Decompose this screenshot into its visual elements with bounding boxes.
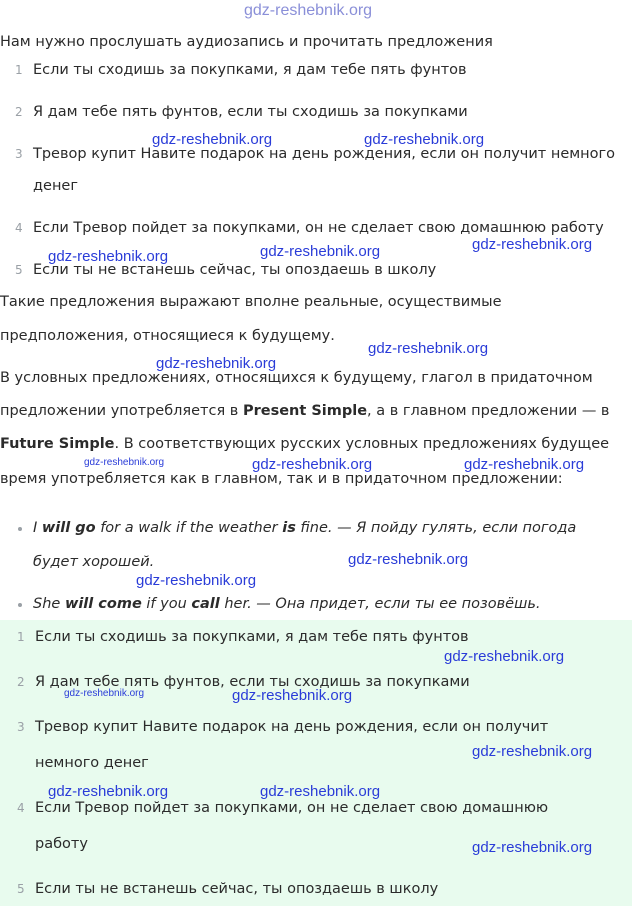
watermark: gdz-reshebnik.org [444,648,565,665]
watermark: gdz-reshebnik.org [156,355,277,372]
list2-item-4: Если Тревор пойдет за покупками, он не сделает свою домашнюю [35,800,549,816]
list1-number: 1 [15,63,23,77]
present-simple-term: Present Simple [242,403,368,419]
list2-item-5: Если ты не встанешь сейчас, ты опоздаешь в школу [35,881,439,897]
bullet-dot [18,603,22,607]
list1-number: 5 [15,263,23,277]
watermark: gdz-reshebnik.org [48,783,169,800]
watermark: gdz-reshebnik.org [260,783,381,800]
list1-item-3: Тревор купит Навите подарок на день рождения, если он получит немного [33,146,616,162]
list2-item-3-cont: немного денег [35,755,149,771]
watermark-small: gdz-reshebnik.org [64,688,145,699]
paragraph-1-line: предположения, относящиеся к будущему. [0,328,335,344]
text-run: . В соответствующих русских условных предложениях будущее [114,436,610,452]
watermark: gdz-reshebnik.org [260,243,381,260]
text-run: if you [141,596,192,612]
watermark: gdz-reshebnik.org [464,456,585,473]
watermark-small: gdz-reshebnik.org [84,457,165,468]
list1-number: 4 [15,221,23,235]
watermark: gdz-reshebnik.org [252,456,373,473]
paragraph-2-line: время употребляется как в главном, так и в придаточном предложении: [0,471,563,487]
list1-item-4: Если Тревор пойдет за покупками, он не сделает свою домашнюю работу [33,220,604,236]
example-1-cont: будет хорошей. [33,554,155,570]
watermark-top: gdz-reshebnik.org [244,2,373,19]
paragraph-2-line [0,401,609,421]
paragraph-1-line: Такие предложения выражают вполне реальные, осуществимые [0,294,502,310]
paragraph-2-line: В условных предложениях, относящихся к будущему, глагол в придаточном [0,370,593,386]
list2-number: 3 [17,720,25,734]
text-run: her. — Она придет, если ты ее позовёшь. [219,596,541,612]
watermark: gdz-reshebnik.org [232,687,353,704]
list2-number: 2 [17,675,25,689]
watermark: gdz-reshebnik.org [472,236,593,253]
list2-item-4-cont: работу [35,836,88,852]
example-1 [33,518,576,538]
example-2 [33,594,541,614]
paragraph-2-line [0,434,609,454]
intro-text: Нам нужно прослушать аудиозапись и прочитать предложения [0,34,493,50]
watermark: gdz-reshebnik.org [152,131,273,148]
list1-number: 2 [15,105,23,119]
watermark: gdz-reshebnik.org [348,551,469,568]
list1-number: 3 [15,147,23,161]
text-run: I [33,520,42,536]
list1-item-1: Если ты сходишь за покупками, я дам тебе пять фунтов [33,62,467,78]
watermark: gdz-reshebnik.org [136,572,257,589]
watermark: gdz-reshebnik.org [472,743,593,760]
bold-verb: will go [41,520,96,536]
list1-item-2: Я дам тебе пять фунтов, если ты сходишь за покупками [33,104,468,120]
list2-item-3: Тревор купит Навите подарок на день рождения, если он получит [35,719,549,735]
text-run: fine. — Я пойду гулять, если погода [295,520,577,536]
list1-item-3-cont: денег [33,178,78,194]
text-run: She [33,596,65,612]
list2-number: 1 [17,630,25,644]
text-run: предложении употребляется в [0,403,243,419]
bold-verb: call [191,596,220,612]
watermark: gdz-reshebnik.org [472,839,593,856]
watermark: gdz-reshebnik.org [368,340,489,357]
watermark: gdz-reshebnik.org [364,131,485,148]
future-simple-term: Future Simple [0,436,115,452]
list1-item-5: Если ты не встанешь сейчас, ты опоздаешь в школу [33,262,437,278]
list2-item-2: Я дам тебе пять фунтов, если ты сходишь за покупками [35,674,470,690]
watermark: gdz-reshebnik.org [48,248,169,265]
list2-item-1: Если ты сходишь за покупками, я дам тебе пять фунтов [35,629,469,645]
text-run: for a walk if the weather [95,520,283,536]
bold-verb: is [282,520,296,536]
list2-number: 5 [17,882,25,896]
bold-verb: will come [64,596,142,612]
list2-number: 4 [17,801,25,815]
text-run: , а в главном предложении — в [367,403,610,419]
bullet-dot [18,527,22,531]
